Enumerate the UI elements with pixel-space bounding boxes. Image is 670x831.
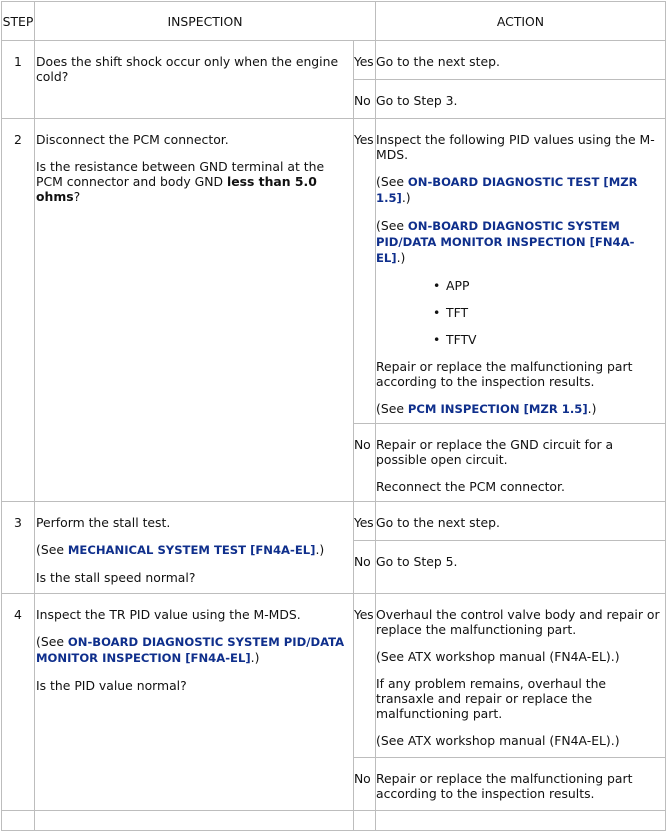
inspection-cell: [35, 502, 354, 594]
inspection-cell: [35, 119, 354, 502]
link-mechanical-system-test[interactable]: MECHANICAL SYSTEM TEST [FN4A-EL]: [67, 543, 316, 557]
action-text: (See ATX workshop manual (FN4A-EL).): [376, 733, 620, 748]
table-row: [2, 41, 666, 80]
see-prefix: (See: [376, 401, 408, 416]
yes-action-cell: [376, 41, 666, 80]
inspection-text: Is the resistance between GND terminal at the PCM connector and body GND: [36, 159, 325, 189]
action-text: Overhaul the control valve body and repair or replace the malfunctioning part.: [376, 607, 660, 637]
no-label: No: [354, 424, 376, 502]
step-number: 4: [2, 594, 35, 811]
no-action-cell: [376, 424, 666, 502]
pid-list: [376, 278, 661, 347]
empty-cell: [376, 811, 666, 831]
see-suffix: .): [401, 190, 411, 205]
header-step: STEP: [2, 2, 35, 41]
see-reference: [36, 634, 347, 666]
step-number: 3: [2, 502, 35, 594]
empty-cell: [2, 811, 35, 831]
action-text: Go to Step 5.: [376, 554, 458, 569]
no-label: No: [354, 758, 376, 811]
table-row: [2, 811, 666, 831]
action-text: If any problem remains, overhaul the transaxle and repair or replace the malfunctioning part.: [376, 676, 607, 721]
inspection-question: Is the stall speed normal?: [36, 570, 196, 585]
no-action-cell: [376, 758, 666, 811]
link-onboard-diagnostic-test[interactable]: ON-BOARD DIAGNOSTIC TEST [MZR 1.5]: [376, 175, 638, 205]
see-prefix: (See: [36, 542, 68, 557]
empty-cell: [35, 811, 354, 831]
inspection-threshold: less than 5.0 ohms: [36, 174, 317, 204]
list-item: • APP: [446, 278, 661, 293]
link-pid-data-monitor-inspection[interactable]: ON-BOARD DIAGNOSTIC SYSTEM PID/DATA MONITOR INSPECTION [FN4A-EL]: [376, 219, 635, 265]
header-action: ACTION: [376, 2, 666, 41]
action-text: Go to the next step.: [376, 54, 500, 69]
yes-label: Yes: [354, 594, 376, 758]
inspection-text: Perform the stall test.: [36, 515, 171, 530]
no-action-cell: [376, 80, 666, 119]
action-text: Go to Step 3.: [376, 93, 458, 108]
inspection-text: Disconnect the PCM connector.: [36, 132, 229, 147]
see-reference: [376, 401, 661, 417]
yes-label: Yes: [354, 502, 376, 541]
inspection-question: Is the PID value normal?: [36, 678, 187, 693]
action-text: Repair or replace the GND circuit for a possible open circuit.: [376, 437, 614, 467]
no-label: No: [354, 80, 376, 119]
action-text: Go to the next step.: [376, 515, 500, 530]
inspection-text: Does the shift shock occur only when the engine cold?: [36, 54, 339, 84]
yes-action-cell: [376, 594, 666, 758]
yes-action-cell: [376, 502, 666, 541]
link-pid-data-monitor-inspection[interactable]: ON-BOARD DIAGNOSTIC SYSTEM PID/DATA MONITOR INSPECTION [FN4A-EL]: [36, 635, 345, 665]
see-reference: [36, 542, 347, 558]
see-suffix: .): [587, 401, 597, 416]
inspection-cell: [35, 41, 354, 119]
yes-action-cell: [376, 119, 666, 424]
action-text: Reconnect the PCM connector.: [376, 479, 565, 494]
see-suffix: .): [396, 250, 406, 265]
no-label: No: [354, 541, 376, 594]
action-text: Inspect the following PID values using the M-MDS.: [376, 132, 655, 162]
empty-cell: [354, 811, 376, 831]
inspection-text: ?: [73, 189, 81, 204]
step-number: 1: [2, 41, 35, 119]
inspection-question: [36, 159, 347, 204]
see-reference: [376, 174, 661, 206]
inspection-cell: [35, 594, 354, 811]
see-suffix: .): [250, 650, 260, 665]
yes-label: Yes: [354, 41, 376, 80]
list-item: • TFTV: [446, 332, 661, 347]
see-prefix: (See: [376, 174, 408, 189]
step-number: 2: [2, 119, 35, 502]
table-row: [2, 594, 666, 758]
see-suffix: .): [315, 542, 325, 557]
action-text: Repair or replace the malfunctioning part according to the inspection results.: [376, 359, 633, 389]
see-reference: [376, 218, 661, 266]
action-text: Repair or replace the malfunctioning part according to the inspection results.: [376, 771, 633, 801]
link-pcm-inspection[interactable]: PCM INSPECTION [MZR 1.5]: [407, 402, 588, 416]
table-row: [2, 119, 666, 424]
table-header-row: [2, 2, 666, 41]
see-prefix: (See: [36, 634, 68, 649]
action-text: (See ATX workshop manual (FN4A-EL).): [376, 649, 620, 664]
no-action-cell: [376, 541, 666, 594]
list-item: • TFT: [446, 305, 661, 320]
table-row: [2, 502, 666, 541]
header-inspection: INSPECTION: [35, 2, 376, 41]
see-prefix: (See: [376, 218, 408, 233]
diagnostic-procedure-table: [1, 1, 666, 831]
yes-label: Yes: [354, 119, 376, 424]
inspection-text: Inspect the TR PID value using the M-MDS.: [36, 607, 301, 622]
